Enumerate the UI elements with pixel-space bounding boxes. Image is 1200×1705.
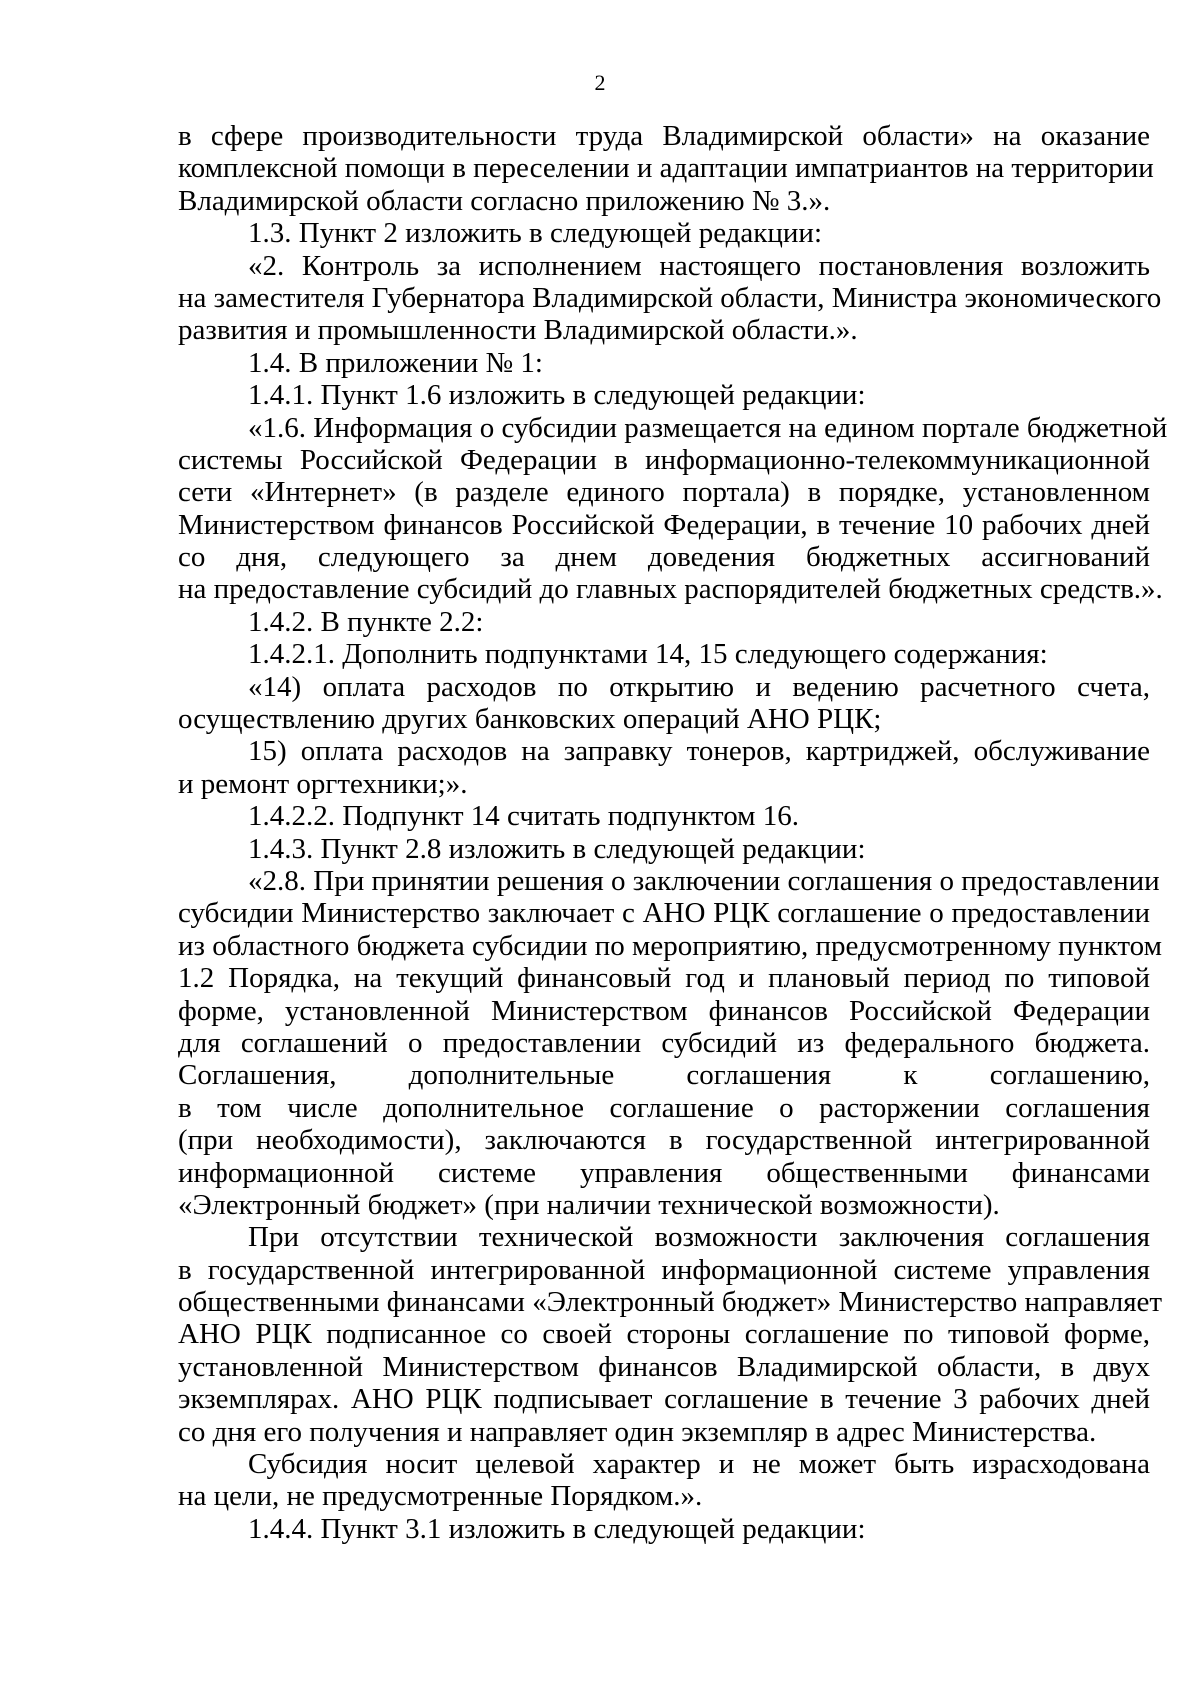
document-line: установленной Министерством финансов Владимирской области, в двух <box>178 1350 1150 1383</box>
document-line: осуществлению других банковских операций АНО РЦК; <box>178 703 882 736</box>
document-line: Владимирской области согласно приложению № 3.». <box>178 184 831 217</box>
document-line: 1.3. Пункт 2 изложить в следующей редакции: <box>248 217 823 250</box>
document-line: на цели, не предусмотренные Порядком.». <box>178 1480 703 1513</box>
document-line: на предоставление субсидий до главных распорядителей бюджетных средств.». <box>178 573 1163 606</box>
document-line: Соглашения, дополнительные соглашения к соглашению, <box>178 1059 1150 1092</box>
document-line: (при необходимости), заключаются в государственной интегрированной <box>178 1124 1150 1157</box>
document-line: со дня его получения и направляет один экземпляр в адрес Министерства. <box>178 1415 1097 1448</box>
document-line: в том числе дополнительное соглашение о расторжении соглашения <box>178 1091 1150 1124</box>
document-line: в сфере производительности труда Владимирской области» на оказание <box>178 120 1150 152</box>
document-line: 1.4.2. В пункте 2.2: <box>248 605 484 638</box>
document-line: со дня, следующего за днем доведения бюджетных ассигнований <box>178 541 1150 574</box>
document-line: на заместителя Губернатора Владимирской области, Министра экономического <box>178 281 1162 314</box>
document-line: 1.4.1. Пункт 1.6 изложить в следующей редакции: <box>248 379 866 412</box>
document-line: информационной системе управления общественными финансами <box>178 1156 1150 1189</box>
document-line: форме, установленной Министерством финансов Российской Федерации <box>178 994 1150 1027</box>
document-line: в государственной интегрированной информационной системе управления <box>178 1253 1150 1286</box>
document-line: 1.4.4. Пункт 3.1 изложить в следующей редакции: <box>248 1512 866 1545</box>
document-line: 1.4.2.2. Подпункт 14 считать подпунктом 16. <box>248 800 799 833</box>
document-line: из областного бюджета субсидии по мероприятию, предусмотренному пунктом <box>178 929 1162 962</box>
document-line: общественными финансами «Электронный бюджет» Министерство направляет <box>178 1286 1163 1319</box>
document-line: «14) оплата расходов по открытию и ведению расчетного счета, <box>248 670 1150 703</box>
document-line: «2.8. При принятии решения о заключении соглашения о предоставлении <box>248 864 1160 897</box>
document-line: системы Российской Федерации в информационно-телекоммуникационной <box>178 443 1150 476</box>
document-line: для соглашений о предоставлении субсидий из федерального бюджета. <box>178 1026 1150 1059</box>
document-line: При отсутствии технической возможности заключения соглашения <box>248 1221 1150 1254</box>
document-line: Министерством финансов Российской Федерации, в течение 10 рабочих дней <box>178 508 1150 541</box>
document-line: 1.4.3. Пункт 2.8 изложить в следующей редакции: <box>248 832 866 865</box>
document-line: «2. Контроль за исполнением настоящего постановления возложить <box>248 249 1150 282</box>
document-line: 1.2 Порядка, на текущий финансовый год и плановый период по типовой <box>178 962 1150 995</box>
document-line: 1.4.2.1. Дополнить подпунктами 14, 15 следующего содержания: <box>248 638 1048 671</box>
document-line: «Электронный бюджет» (при наличии технической возможности). <box>178 1188 1000 1221</box>
page-number: 2 <box>594 70 606 95</box>
document-line: комплексной помощи в переселении и адаптации импатриантов на территории <box>178 152 1154 185</box>
document-line: субсидии Министерство заключает с АНО РЦК соглашение о предоставлении <box>178 897 1150 930</box>
document-line: «1.6. Информация о субсидии размещается на едином портале бюджетной <box>248 411 1168 444</box>
document-line: сети «Интернет» (в разделе единого портала) в порядке, установленном <box>178 476 1150 509</box>
document-line: АНО РЦК подписанное со своей стороны соглашение по типовой форме, <box>178 1318 1150 1351</box>
document-line: и ремонт оргтехники;». <box>178 767 468 800</box>
document-line: 15) оплата расходов на заправку тонеров, картриджей, обслуживание <box>248 735 1150 768</box>
document-line: Субсидия носит целевой характер и не может быть израсходована <box>248 1448 1150 1481</box>
document-line: экземплярах. АНО РЦК подписывает соглашение в течение 3 рабочих дней <box>178 1383 1150 1416</box>
document-line: 1.4. В приложении № 1: <box>248 346 543 379</box>
document-line: развития и промышленности Владимирской области.». <box>178 314 858 347</box>
document-body <box>178 120 1168 1545</box>
